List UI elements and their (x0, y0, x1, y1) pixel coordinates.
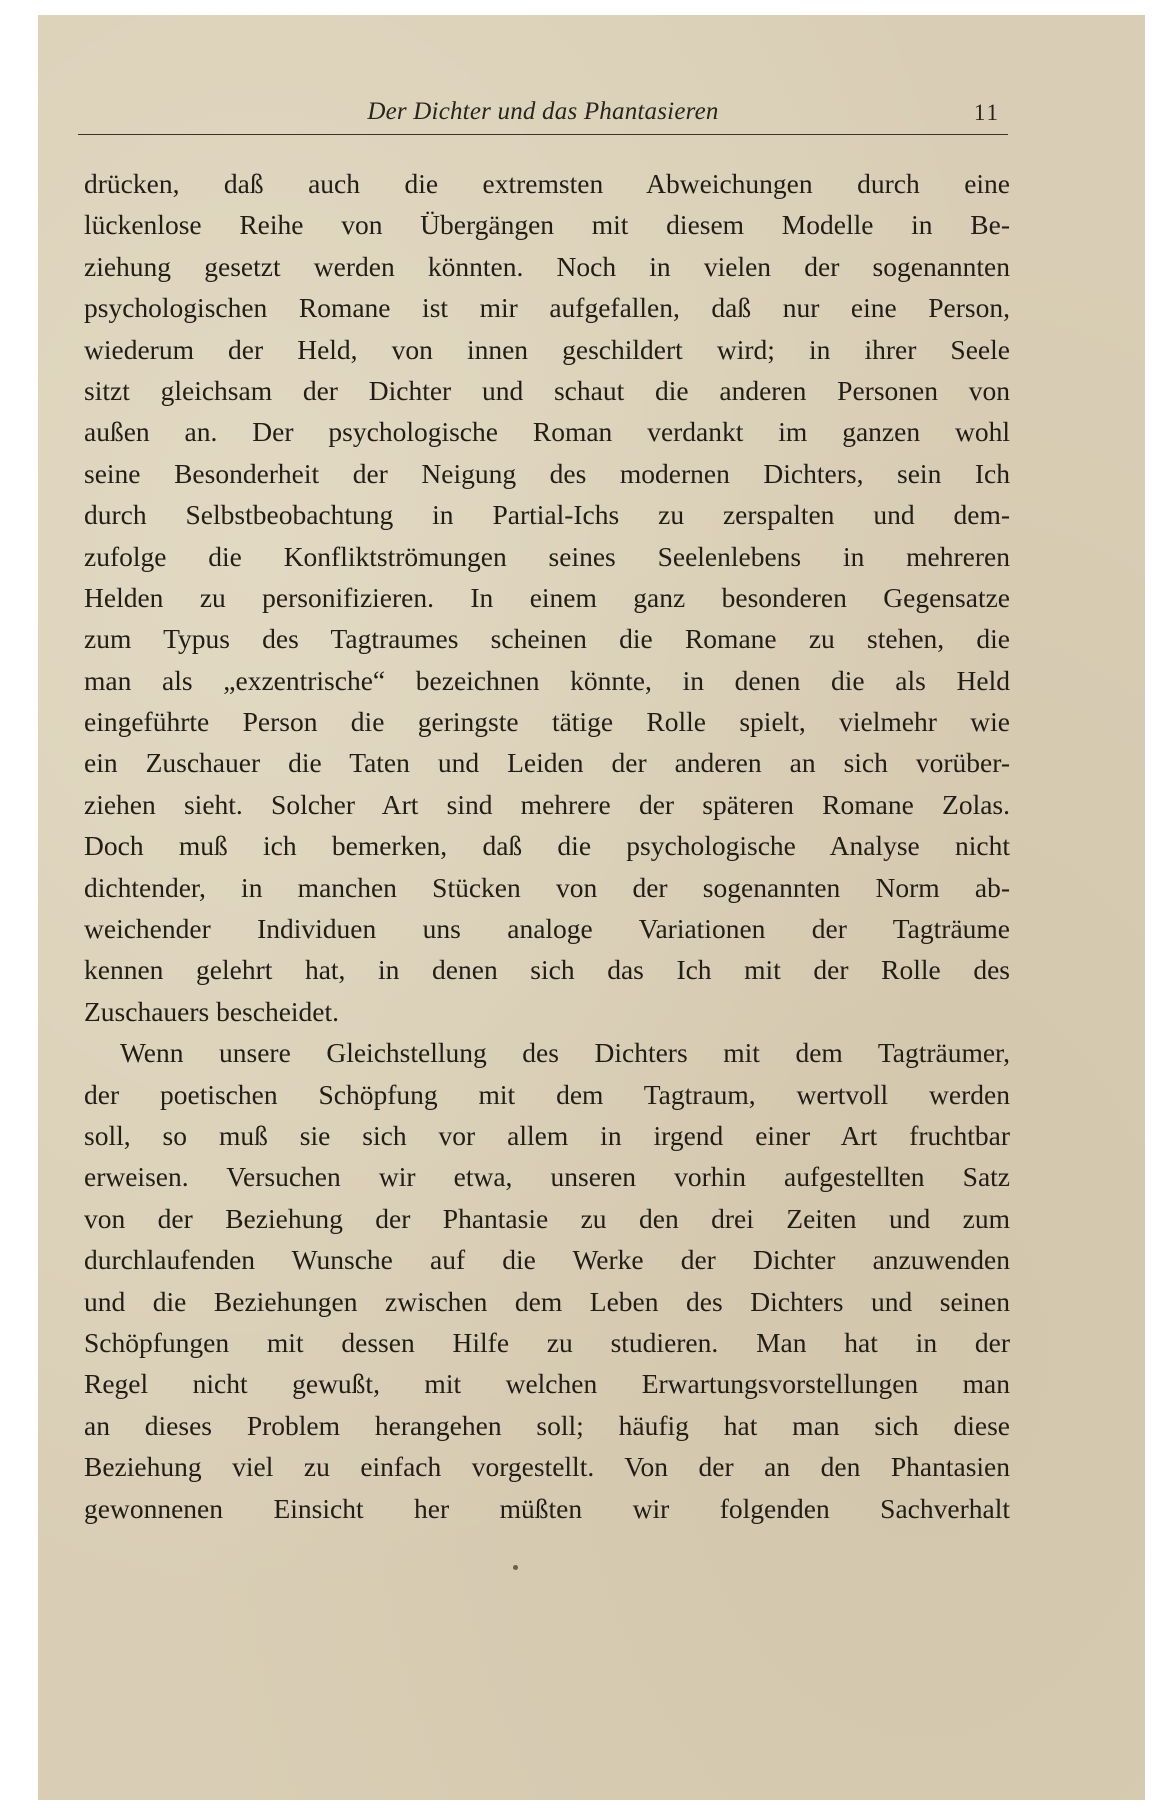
text-line: Beziehung viel zu einfach vorgestellt. Von der an den Phantasien (84, 1451, 1010, 1483)
text-line: sitzt gleichsam der Dichter und schaut die anderen Personen von (84, 374, 1010, 406)
body-text (84, 163, 1010, 1529)
text-line: gewonnenen Einsicht her müßten wir folgenden Sachverhalt (84, 1492, 1010, 1524)
text-line: wiederum der Held, von innen geschildert wird; in ihrer Seele (84, 333, 1010, 365)
text-line: kennen gelehrt hat, in denen sich das Ich mit der Rolle des (84, 954, 1010, 986)
text-line: zufolge die Konfliktströmungen seines Seelenlebens in mehreren (84, 540, 1010, 572)
text-line: durchlaufenden Wunsche auf die Werke der Dichter anzuwenden (84, 1244, 1010, 1276)
text-line: Helden zu personifizieren. In einem ganz besonderen Gegensatze (84, 581, 1010, 613)
page-number: 11 (973, 100, 1000, 125)
text-line: lückenlose Reihe von Übergängen mit diesem Modelle in Be- (84, 209, 1010, 241)
text-line: Wenn unsere Gleichstellung des Dichters mit dem Tagträumer, (120, 1037, 1010, 1069)
text-line: Zuschauers bescheidet. (84, 995, 340, 1027)
text-line: ziehen sieht. Solcher Art sind mehrere der späteren Romane Zolas. (84, 788, 1010, 820)
text-line: weichender Individuen uns analoge Variationen der Tagträume (84, 913, 1010, 945)
text-line: außen an. Der psychologische Roman verdankt im ganzen wohl (84, 416, 1010, 448)
text-line: Regel nicht gewußt, mit welchen Erwartungsvorstellungen man (84, 1368, 1010, 1400)
text-line: seine Besonderheit der Neigung des modernen Dichters, sein Ich (84, 457, 1010, 489)
running-title: Der Dichter und das Phantasieren (367, 98, 719, 125)
text-line: von der Beziehung der Phantasie zu den drei Zeiten und zum (84, 1202, 1010, 1234)
running-header (78, 92, 1008, 135)
paragraph-2 (84, 1032, 1010, 1529)
text-line: dichtender, in manchen Stücken von der sogenannten Norm ab- (84, 871, 1010, 903)
text-line: eingeführte Person die geringste tätige Rolle spielt, vielmehr wie (84, 706, 1010, 738)
text-line: ein Zuschauer die Taten und Leiden der anderen an sich vorüber- (84, 747, 1010, 779)
text-line: und die Beziehungen zwischen dem Leben des Dichters und seinen (84, 1285, 1010, 1317)
text-line: Doch muß ich bemerken, daß die psychologische Analyse nicht (84, 830, 1010, 862)
text-line: der poetischen Schöpfung mit dem Tagtraum, wertvoll werden (84, 1078, 1010, 1110)
text-line: psychologischen Romane ist mir aufgefallen, daß nur eine Person, (84, 292, 1010, 324)
text-line: zum Typus des Tagtraumes scheinen die Romane zu stehen, die (84, 623, 1010, 655)
paragraph-1 (84, 163, 1010, 1032)
text-line: soll, so muß sie sich vor allem in irgend einer Art fruchtbar (84, 1119, 1010, 1151)
text-line: man als „exzentrische“ bezeichnen könnte, in denen die als Held (84, 664, 1010, 696)
text-line: an dieses Problem herangehen soll; häufig hat man sich diese (84, 1409, 1010, 1441)
text-line: drücken, daß auch die extremsten Abweichungen durch eine (84, 168, 1010, 199)
text-line: Schöpfungen mit dessen Hilfe zu studieren. Man hat in der (84, 1326, 1010, 1358)
text-line: ziehung gesetzt werden könnten. Noch in vielen der sogenannten (84, 250, 1010, 282)
text-line: durch Selbstbeobachtung in Partial-Ichs zu zerspalten und dem- (84, 499, 1010, 531)
text-line: erweisen. Versuchen wir etwa, unseren vorhin aufgestellten Satz (84, 1161, 1010, 1193)
ink-speck (513, 1565, 518, 1570)
